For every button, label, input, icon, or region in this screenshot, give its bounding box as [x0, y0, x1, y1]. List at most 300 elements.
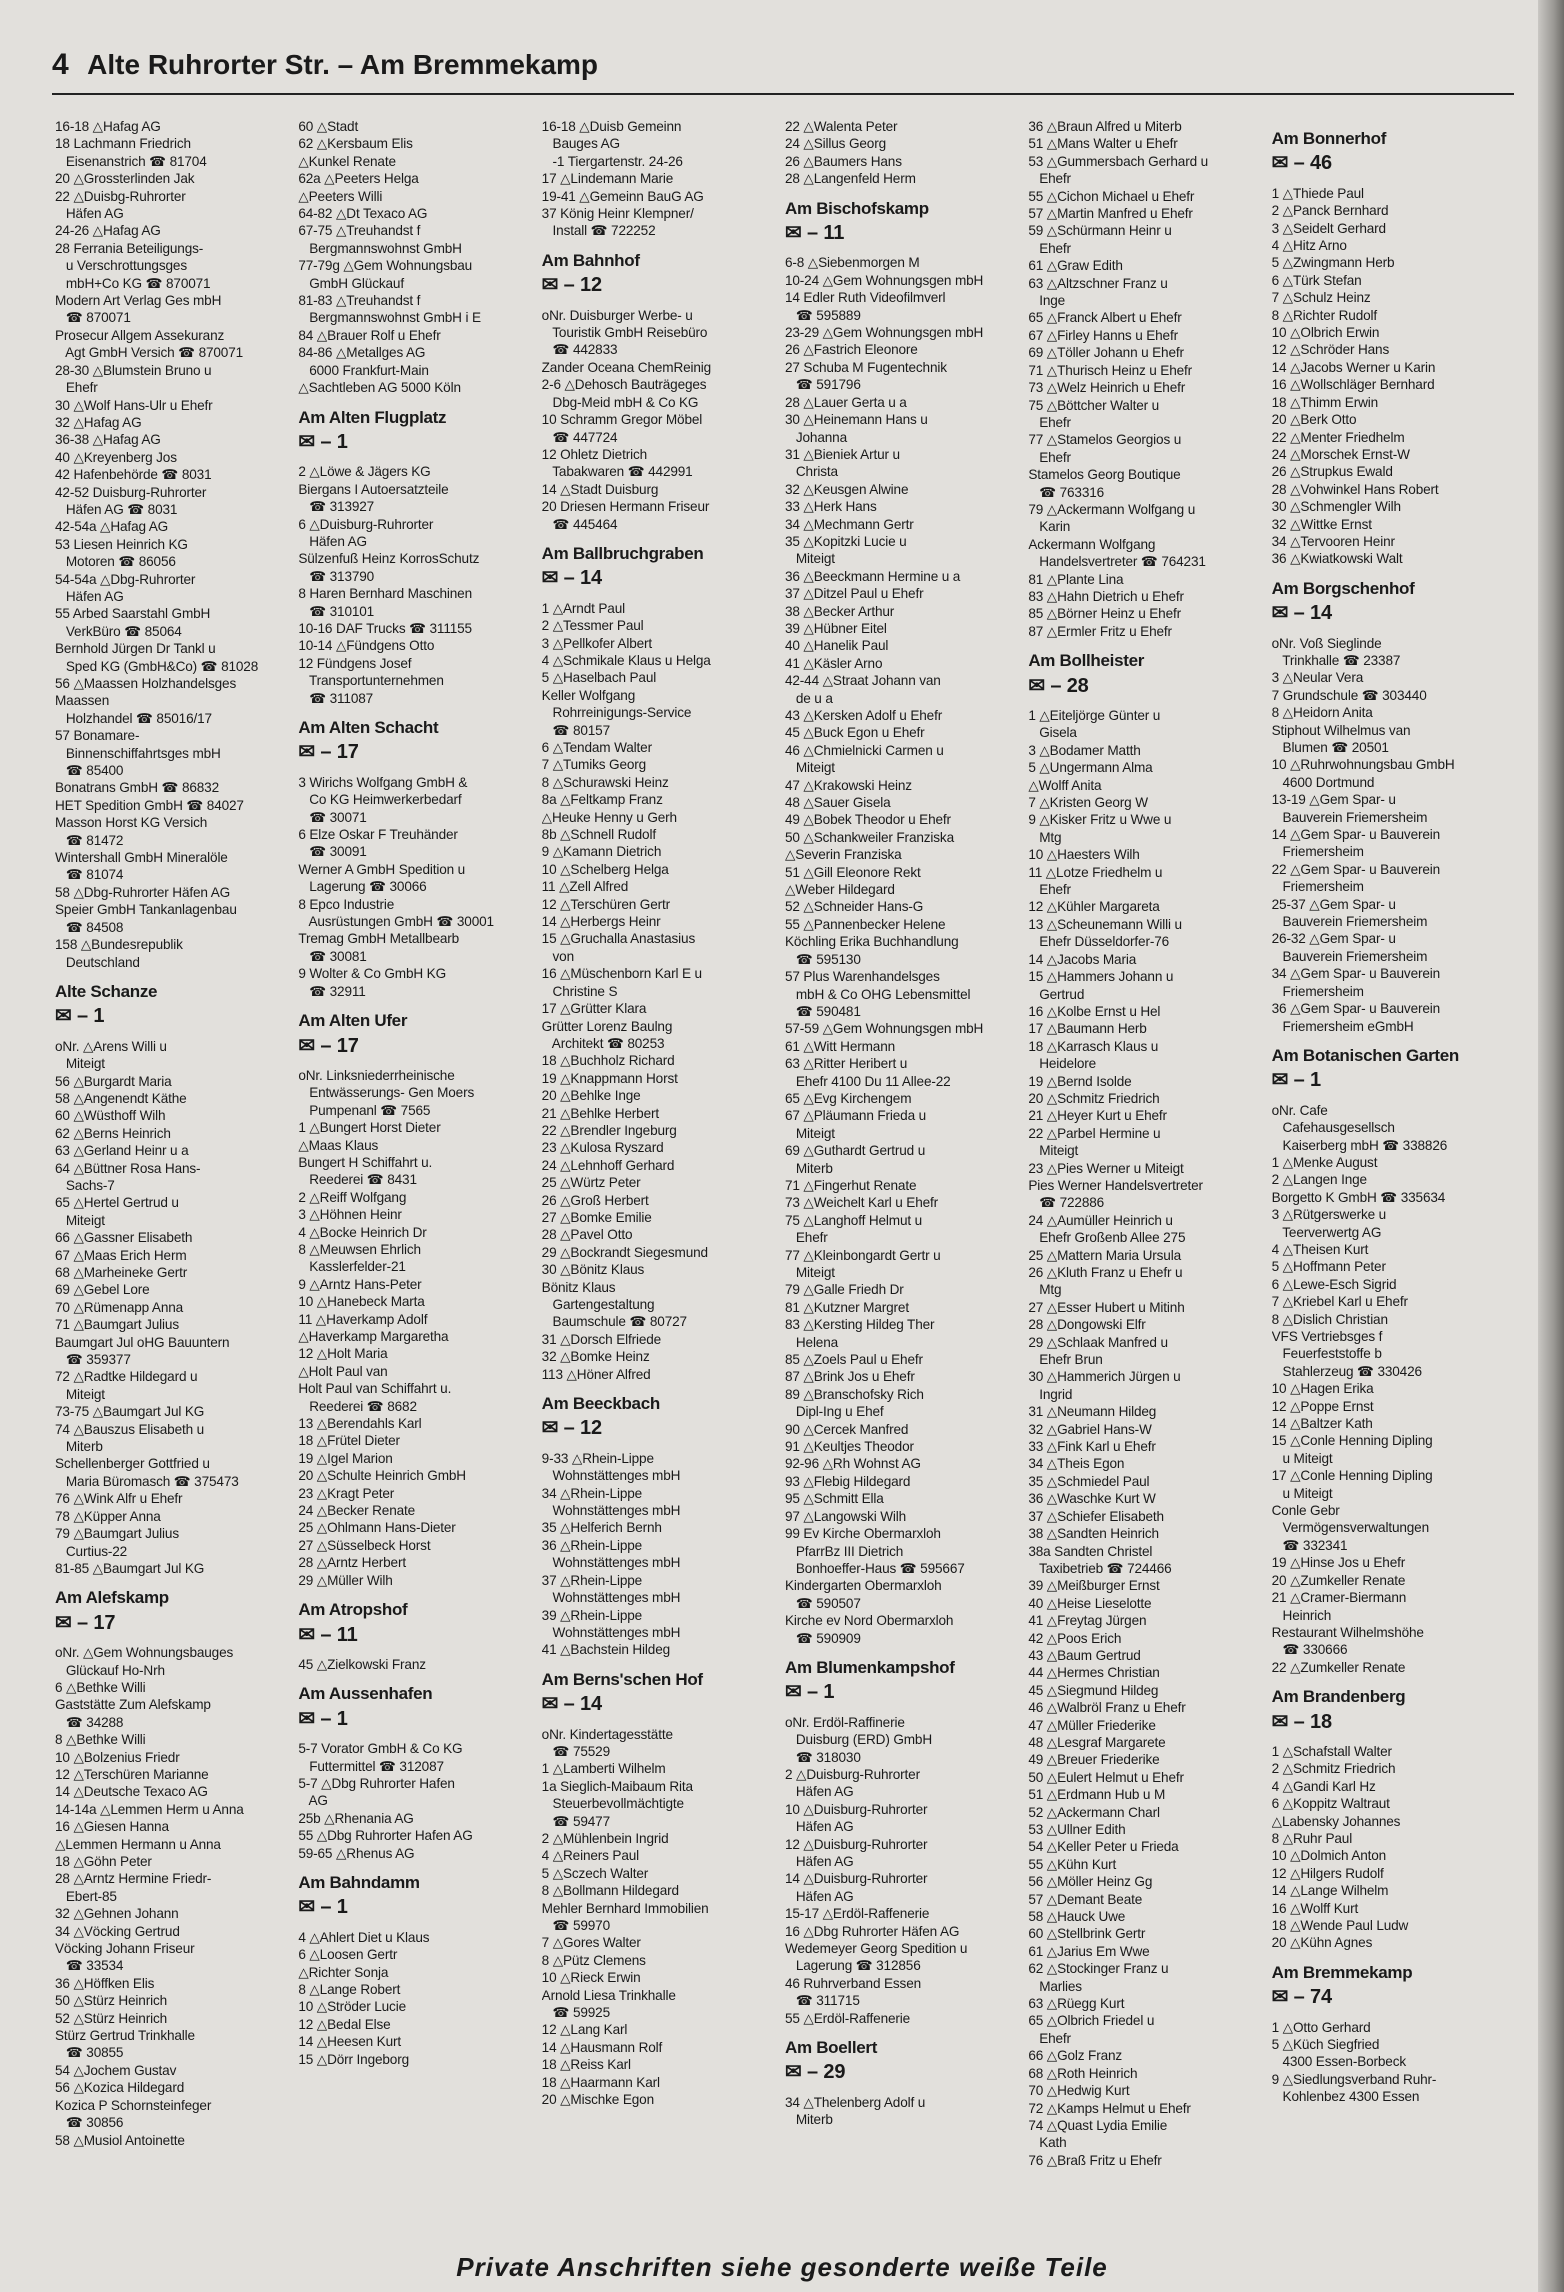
directory-entry: 14 △Stadt Duisburg	[541, 481, 659, 497]
directory-entry: Glückauf Ho-Nrh	[55, 1662, 165, 1678]
directory-entry: 12 △Lang Karl	[541, 2022, 628, 2038]
directory-entry: Mtg	[1028, 1282, 1062, 1298]
directory-entry: Futtermittel ☎ 312087	[298, 1758, 444, 1774]
directory-entry: ☎ 445464	[541, 516, 618, 532]
directory-entry: Pies Werner Handelsvertreter	[1028, 1177, 1203, 1193]
directory-entry: Ehefr Großenb Allee 275	[1028, 1230, 1186, 1246]
directory-entry: 7 △Tumiks Georg	[541, 757, 647, 773]
directory-entry: 8 Epco Industrie	[298, 896, 395, 912]
directory-entry: 60 △Stellbrink Gertr	[1028, 1926, 1146, 1942]
directory-entry: 20 Driesen Hermann Friseur	[541, 499, 710, 515]
directory-entry: Co KG Heimwerkerbedarf	[298, 792, 462, 808]
directory-entry: 3 △Seidelt Gerhard	[1271, 220, 1386, 236]
directory-entry: 10 Schramm Gregor Möbel	[541, 412, 703, 428]
directory-entry: 19 △Knappmann Horst	[541, 1070, 678, 1086]
directory-entry: Köchling Erika Buchhandlung	[784, 934, 959, 950]
directory-entry: Bergmannswohnst GmbH i E	[298, 310, 481, 326]
directory-entry: Bauges AG	[541, 136, 620, 152]
directory-entry: 71 △Baumgart Julius	[55, 1317, 179, 1333]
directory-entry: Architekt ☎ 80253	[541, 1035, 665, 1051]
directory-entry: 72 △Kamps Helmut u Ehefr	[1028, 2100, 1191, 2116]
directory-entry: 1 △Otto Gerhard	[1271, 2019, 1371, 2035]
directory-entry: 69 △Gebel Lore	[55, 1282, 150, 1298]
directory-entry: 97 △Langowski Wilh	[784, 1508, 907, 1524]
directory-entry: 63 △Gerland Heinr u a	[55, 1143, 189, 1159]
directory-entry: 14 △Heesen Kurt	[298, 2034, 401, 2050]
directory-entry: 9-33 △Rhein-Lippe	[541, 1450, 654, 1466]
directory-entry: 26-32 △Gem Spar- u	[1271, 931, 1396, 947]
directory-entry: Häfen AG	[55, 206, 124, 222]
postal-district: ✉ – 11	[298, 1623, 358, 1646]
directory-entry: Stamelos Georg Boutique	[1028, 467, 1181, 483]
directory-entry: 28 △Dongowski Elfr	[1028, 1317, 1146, 1333]
directory-entry: 14 △Jacobs Werner u Karin	[1271, 359, 1436, 375]
directory-entry: 23 △Pies Werner u Miteigt	[1028, 1160, 1184, 1176]
postal-district: ✉ – 1	[298, 430, 348, 453]
street-heading: Alte Schanze	[55, 981, 158, 1001]
directory-entry: 36 △Rhein-Lippe	[541, 1537, 643, 1553]
directory-entry: 21 △Behlke Herbert	[541, 1105, 659, 1121]
directory-entry: 65 △Olbrich Friedel u	[1028, 2013, 1155, 2029]
directory-entry: ☎ 330666	[1271, 1642, 1348, 1658]
directory-entry: 95 △Schmitt Ella	[784, 1491, 884, 1507]
directory-entry: 14 △Lange Wilhelm	[1271, 1883, 1389, 1899]
directory-entry: 23-29 △Gem Wohnungsgen mbH	[784, 325, 984, 341]
directory-entry: 14 △Baltzer Kath	[1271, 1416, 1373, 1432]
directory-entry: 63 △Rüegg Kurt	[1028, 1996, 1125, 2012]
street-heading: Am Blumenkampshof	[784, 1657, 955, 1677]
directory-entry: 32 △Keusgen Alwine	[784, 481, 909, 497]
directory-entry: 45 △Buck Egon u Ehefr	[784, 725, 925, 741]
directory-entry: 6 △Bethke Willi	[55, 1679, 146, 1695]
directory-entry: 6 △Tendam Walter	[541, 740, 652, 755]
directory-entry: ☎ 870071	[55, 310, 131, 326]
directory-entry: 22 △Zumkeller Renate	[1271, 1659, 1406, 1675]
directory-entry: Häfen AG	[784, 1819, 854, 1835]
directory-entry: 51 △Erdmann Hub u M	[1028, 1787, 1166, 1803]
directory-entry: 21 △Cramer-Biermann	[1271, 1590, 1407, 1606]
directory-entry: 16 △Kolbe Ernst u Hel	[1028, 1003, 1161, 1019]
directory-entry: Grütter Lorenz Baulng	[541, 1018, 673, 1034]
page-number: 4	[52, 48, 69, 81]
directory-entry: 9 △Kamann Dietrich	[541, 844, 662, 860]
directory-entry: Biergans I Autoersatzteile	[298, 481, 449, 497]
directory-entry: 35 △Schmiedel Paul	[1028, 1473, 1150, 1489]
footer-note: Private Anschriften siehe gesonderte weiße Teile	[456, 2252, 1108, 2282]
directory-entry: Mtg	[1028, 829, 1062, 845]
street-heading: Am Beeckbach	[541, 1394, 660, 1414]
directory-entry: Stiphout Wilhelmus van	[1271, 722, 1411, 738]
directory-entry: 5 △Ungermann Alma	[1028, 760, 1153, 776]
directory-entry: 1 △Menke August	[1271, 1154, 1378, 1170]
directory-entry: ☎ 75529	[541, 1743, 610, 1759]
directory-entry: 79 △Baumgart Julius	[55, 1526, 179, 1542]
directory-entry: Kath	[1028, 2135, 1067, 2151]
directory-entry: Heidelore	[1028, 1056, 1097, 1072]
directory-entry: Prosecur Allgem Assekuranz	[55, 327, 225, 343]
directory-entry: Kaiserberg mbH ☎ 338826	[1271, 1137, 1448, 1153]
directory-entry: 3 △Rütgerswerke u	[1271, 1207, 1387, 1223]
postal-district: ✉ – 1	[784, 1681, 835, 1704]
directory-entry: 56 △Maassen Holzhandelsges	[55, 676, 237, 691]
postal-district: ✉ – 14	[541, 1693, 602, 1716]
street-heading: Am Alten Schacht	[298, 718, 439, 737]
directory-entry: 1 △Bungert Horst Dieter	[298, 1120, 441, 1136]
directory-entry: 48 △Lesgraf Margarete	[1028, 1734, 1166, 1750]
directory-entry: Trinkhalle ☎ 23387	[1271, 652, 1401, 668]
directory-entry: 36 △Beeckmann Hermine u a	[784, 568, 961, 584]
directory-entry: Häfen AG ☎ 8031	[55, 501, 178, 517]
directory-entry: 29 △Bockrandt Siegesmund	[541, 1244, 708, 1260]
directory-entry: 58 △Dbg-Ruhrorter Häfen AG	[55, 884, 231, 900]
directory-entry: 81 △Plante Lina	[1028, 571, 1124, 587]
directory-entry: 85 △Börner Heinz u Ehefr	[1028, 606, 1182, 622]
directory-entry: Handelsvertreter ☎ 764231	[1028, 554, 1206, 570]
directory-entry: 77-79g △Gem Wohnungsbau	[298, 258, 473, 274]
directory-entry: 75 △Böttcher Walter u	[1028, 397, 1160, 413]
directory-entry: 7 △Kriebel Karl u Ehefr	[1271, 1294, 1408, 1310]
directory-entry: 4600 Dortmund	[1271, 774, 1375, 790]
directory-entry: Ehefr	[1028, 171, 1071, 187]
directory-entry: 12 △Schröder Hans	[1271, 342, 1390, 358]
directory-entry: Entwässerungs- Gen Moers	[298, 1085, 475, 1101]
directory-entry: 51 △Mans Walter u Ehefr	[1028, 136, 1178, 152]
directory-entry: 10 △Duisburg-Ruhrorter	[784, 1801, 928, 1817]
directory-entry: 22 △Menter Friedhelm	[1271, 429, 1405, 445]
directory-entry: 12 △Terschüren Gertr	[541, 896, 670, 912]
directory-entry: 65 △Franck Albert u Ehefr	[1028, 310, 1182, 326]
directory-entry: 39 △Rhein-Lippe	[541, 1607, 643, 1623]
directory-entry: △Maas Klaus	[298, 1137, 379, 1153]
directory-entry: 18 △Haarmann Karl	[541, 2074, 660, 2090]
directory-entry: Sped KG (GmbH&Co) ☎ 81028	[55, 658, 259, 674]
directory-entry: 41 △Käsler Arno	[784, 655, 883, 671]
directory-entry: 18 △Karrasch Klaus u	[1028, 1038, 1159, 1054]
directory-entry: Friemersheim	[1271, 844, 1364, 860]
directory-entry: Maria Büromasch ☎ 375473	[55, 1473, 239, 1489]
directory-entry: 66 △Golz Franz	[1028, 2048, 1123, 2064]
directory-entry: 46 Ruhrverband Essen	[784, 1975, 922, 1991]
directory-entry: 22 △Walenta Peter	[784, 119, 898, 134]
directory-entry: 56 △Kozica Hildegard	[55, 2080, 185, 2096]
directory-entry: Holzhandel ☎ 85016/17	[55, 710, 212, 726]
directory-entry: 67 △Maas Erich Herm	[55, 1247, 187, 1263]
directory-entry: 15 △Conle Henning Dipling	[1271, 1433, 1433, 1449]
directory-entry: ☎ 59477	[541, 1813, 610, 1829]
directory-entry: 56 △Möller Heinz Gg	[1028, 1874, 1153, 1890]
directory-entry: 73 △Welz Heinrich u Ehefr	[1028, 380, 1186, 396]
directory-entry: 71 △Thurisch Heinz u Ehefr	[1028, 362, 1193, 378]
directory-entry: 8 △Bollmann Hildegard	[541, 1883, 679, 1899]
directory-entry: 10-16 DAF Trucks ☎ 311155	[298, 620, 472, 636]
directory-entry: 46 △Chmielnicki Carmen u	[784, 742, 944, 758]
directory-entry: 42 △Poos Erich	[1028, 1630, 1122, 1646]
directory-entry: 17 △Grütter Klara	[541, 1001, 647, 1017]
directory-entry: 30 △Hammerich Jürgen u	[1028, 1369, 1181, 1385]
directory-entry: 18 △Wende Paul Ludw	[1271, 1918, 1409, 1933]
directory-entry: Mehler Bernhard Immobilien	[541, 1900, 709, 1916]
directory-entry: 59 △Schürmann Heinr u	[1028, 223, 1172, 239]
directory-entry: 83 △Kersting Hildeg Ther	[784, 1317, 935, 1333]
directory-entry: 9 △Siedlungsverband Ruhr-	[1271, 2071, 1437, 2087]
directory-entry: 28 Ferrania Beteiligungs-	[55, 240, 204, 256]
directory-entry: Heinrich	[1271, 1607, 1332, 1623]
directory-entry: Ehefr	[1028, 240, 1071, 256]
directory-entry: Miteigt	[55, 1212, 105, 1228]
directory-entry: Ehefr	[1028, 2030, 1071, 2046]
directory-entry: 14 △Hausmann Rolf	[541, 2039, 663, 2055]
directory-entry: 89 △Branschofsky Rich	[784, 1386, 924, 1402]
directory-entry: 10 △Schelberg Helga	[541, 861, 669, 877]
directory-entry: Eisenanstrich ☎ 81704	[55, 153, 207, 169]
directory-entry: 18 △Frütel Dieter	[298, 1433, 400, 1449]
directory-entry: 33 △Herk Hans	[784, 499, 877, 515]
directory-entry: ☎ 30855	[55, 2045, 124, 2061]
directory-entry: Steuerbevollmächtigte	[541, 1796, 684, 1812]
directory-entry: Ausrüstungen GmbH ☎ 30001	[298, 914, 494, 930]
postal-district: ✉ – 17	[298, 741, 359, 764]
directory-entry: 2 △Löwe & Jägers KG	[298, 464, 431, 480]
directory-entry: 2 △Mühlenbein Ingrid	[541, 1830, 669, 1846]
directory-entry: 58 △Musiol Antoinette	[55, 2132, 185, 2148]
directory-entry: ☎ 722886	[1028, 1195, 1105, 1211]
directory-entry: 24-26 △Hafag AG	[55, 223, 161, 239]
directory-entry: 43 △Baum Gertrud	[1028, 1647, 1141, 1663]
directory-entry: 19-41 △Gemeinn BauG AG	[541, 188, 704, 204]
directory-entry: Holt Paul van Schiffahrt u.	[298, 1381, 452, 1397]
directory-entry: Speier GmbH Tankanlagenbau	[55, 902, 237, 918]
directory-entry: 12 Fündgens Josef	[298, 655, 412, 671]
directory-entry: 34 △Thelenberg Adolf u	[784, 2094, 926, 2110]
directory-entry: oNr. Erdöl-Raffinerie	[784, 1714, 905, 1730]
directory-entry: oNr. △Arens Willi u	[55, 1038, 167, 1054]
directory-entry: 52 △Ackermann Charl	[1028, 1804, 1160, 1820]
directory-entry: 73-75 △Baumgart Jul KG	[55, 1404, 205, 1420]
directory-entry: 65 △Evg Kirchengem	[784, 1090, 912, 1106]
directory-entry: 42 Hafenbehörde ☎ 8031	[55, 467, 212, 483]
directory-entry: 17 △Conle Henning Dipling	[1271, 1468, 1433, 1484]
directory-entry: 55 △Dbg Ruhrorter Hafen AG	[298, 1828, 473, 1844]
directory-entry: 4 △Bocke Heinrich Dr	[298, 1224, 427, 1240]
directory-entry: 4 △Schmikale Klaus u Helga	[541, 652, 711, 668]
postal-district: ✉ – 12	[541, 274, 602, 297]
directory-entry: 26 △Strupkus Ewald	[1271, 464, 1393, 480]
directory-entry: 54-54a △Dbg-Ruhrorter	[55, 571, 196, 587]
directory-entry: 3 △Pellkofer Albert	[541, 635, 653, 651]
directory-entry: 20 △Schmitz Friedrich	[1028, 1090, 1160, 1106]
directory-entry: 55 Arbed Saarstahl GmbH	[55, 606, 211, 622]
directory-entry: 12 △Hilgers Rudolf	[1271, 1865, 1384, 1881]
directory-entry: 25 △Ohlmann Hans-Dieter	[298, 1520, 456, 1536]
directory-entry: Helena	[784, 1334, 839, 1350]
directory-entry: ☎ 595889	[784, 307, 861, 323]
directory-entry: 69 △Töller Johann u Ehefr	[1028, 345, 1184, 361]
directory-entry: 50 △Stürz Heinrich	[55, 1993, 168, 2009]
directory-entry: 14 Edler Ruth Videofilmverl	[784, 290, 946, 306]
directory-entry: ☎ 590481	[784, 1003, 861, 1019]
directory-entry: 20 △Kühn Agnes	[1271, 1935, 1373, 1951]
directory-entry: ☎ 447724	[541, 429, 618, 445]
directory-entry: 23 △Kulosa Ryszard	[541, 1140, 664, 1156]
directory-entry: 27 Schuba M Fugentechnik	[784, 359, 947, 375]
directory-entry: mbH & Co OHG Lebensmittel	[784, 986, 971, 1002]
directory-entry: 20 △Schulte Heinrich GmbH	[298, 1468, 466, 1484]
directory-entry: Johanna	[784, 429, 847, 445]
directory-entry: 52 △Stürz Heinrich	[55, 2010, 168, 2026]
directory-entry: 1 △Schafstall Walter	[1271, 1743, 1392, 1759]
postal-district: ✉ – 12	[541, 1417, 602, 1440]
directory-entry: oNr. Voß Sieglinde	[1271, 635, 1382, 651]
directory-entry: ☎ 33534	[55, 1958, 124, 1974]
directory-entry: Häfen AG	[784, 1854, 854, 1869]
directory-entry: 64-82 △Dt Texaco AG	[298, 206, 428, 222]
directory-entry: 60 △Stadt	[298, 119, 359, 134]
directory-entry: 1 △Arndt Paul	[541, 600, 625, 616]
directory-entry: 27 △Süsselbeck Horst	[298, 1537, 431, 1553]
directory-entry: 36-38 △Hafag AG	[55, 432, 161, 448]
street-heading: Am Boellert	[784, 2038, 878, 2058]
directory-entry: Cafehausgesellsch	[1271, 1120, 1395, 1136]
directory-entry: 32 △Bomke Heinz	[541, 1349, 650, 1365]
directory-entry: 8 △Richter Rudolf	[1271, 307, 1378, 323]
directory-entry: u Verschrottungsges	[55, 258, 187, 274]
directory-entry: Kozica P Schornsteinfeger	[55, 2097, 212, 2113]
directory-entry: 36 △Braun Alfred u Miterb	[1028, 119, 1182, 134]
directory-entry: ☎ 81472	[55, 832, 124, 848]
directory-entry: 34 △Vöcking Gertrud	[55, 1923, 180, 1939]
directory-entry: ☎ 81074	[55, 867, 124, 883]
directory-entry: Reederei ☎ 8431	[298, 1172, 417, 1188]
directory-entry: Duisburg (ERD) GmbH	[784, 1732, 932, 1748]
directory-entry: ☎ 311715	[784, 1993, 860, 2009]
directory-entry: 37 △Rhein-Lippe	[541, 1572, 643, 1588]
directory-entry: 10 △Dolmich Anton	[1271, 1848, 1387, 1864]
directory-entry: 14-14a △Lemmen Herm u Anna	[55, 1801, 244, 1817]
directory-entry: 33 △Fink Karl u Ehefr	[1028, 1439, 1156, 1455]
directory-entry: 8 △Schurawski Heinz	[541, 774, 669, 790]
directory-entry: 61 △Jarius Em Wwe	[1028, 1943, 1150, 1959]
directory-entry: 24 △Sillus Georg	[784, 136, 886, 152]
directory-entry: 75 △Langhoff Helmut u	[784, 1212, 923, 1228]
directory-entry: ☎ 30071	[298, 809, 367, 825]
directory-entry: ☎ 84508	[55, 919, 124, 935]
column-3	[542, 118, 785, 2216]
street-heading: Am Borgschenhof	[1271, 578, 1415, 598]
directory-entry: 8 Haren Bernhard Maschinen	[298, 586, 473, 602]
directory-entry: 8a △Feltkamp Franz	[541, 792, 663, 808]
directory-entry: Marlies	[1028, 1978, 1082, 1994]
directory-entry: ☎ 442833	[541, 342, 618, 358]
directory-entry: Motoren ☎ 86056	[55, 554, 176, 570]
directory-entry: 15 △Gruchalla Anastasius	[541, 931, 696, 947]
directory-entry: 2-6 △Dehosch Bauträgeges	[541, 377, 707, 393]
directory-entry: 32 △Gabriel Hans-W	[1028, 1421, 1152, 1437]
directory-entry: Ehefr	[1028, 449, 1071, 465]
directory-entry: Vermögensverwaltungen	[1271, 1520, 1429, 1536]
directory-entry: 84 △Brauer Rolf u Ehefr	[298, 327, 441, 343]
directory-entry: ☎ 311087	[298, 690, 374, 706]
directory-entry: 26 △Fastrich Eleonore	[784, 342, 918, 358]
directory-entry: 53 Liesen Heinrich KG	[55, 536, 188, 552]
directory-entry: ☎ 30856	[55, 2115, 124, 2131]
directory-entry: Gartengestaltung	[541, 1297, 655, 1312]
directory-entry: Stürz Gertrud Trinkhalle	[55, 2028, 195, 2044]
directory-entry: 58 △Angenendt Käthe	[55, 1090, 187, 1106]
directory-entry: 4 △Hitz Arno	[1271, 238, 1347, 254]
directory-entry: Tabakwaren ☎ 442991	[541, 464, 693, 480]
directory-entry: Zander Oceana ChemReinig	[541, 359, 712, 375]
directory-entry: Inge	[1028, 293, 1066, 309]
directory-entry: 8 △Bethke Willi	[55, 1732, 146, 1748]
header-rule	[52, 93, 1514, 95]
directory-entry: 113 △Höner Alfred	[541, 1366, 651, 1382]
directory-entry: 74 △Bauszus Elisabeth u	[55, 1421, 205, 1437]
directory-entry: Bonhoeffer-Haus ☎ 595667	[784, 1560, 965, 1576]
directory-entry: ☎ 313790	[298, 568, 375, 584]
directory-entry: 6000 Frankfurt-Main	[298, 362, 429, 378]
directory-entry: Borgetto K GmbH ☎ 335634	[1271, 1189, 1446, 1205]
directory-entry: △Sachtleben AG 5000 Köln	[298, 380, 461, 396]
directory-entry: Bauverein Friemersheim	[1271, 914, 1428, 930]
directory-entry: 10 △Bolzenius Friedr	[55, 1749, 180, 1765]
directory-entry: Modern Art Verlag Ges mbH	[55, 293, 222, 309]
directory-entry: 64 △Büttner Rosa Hans-	[55, 1160, 201, 1176]
directory-entry: 54 △Jochem Gustav	[55, 2062, 177, 2078]
directory-entry: 4 △Gandi Karl Hz	[1271, 1778, 1376, 1794]
directory-entry: 8b △Schnell Rudolf	[541, 827, 656, 843]
directory-entry: ☎ 59925	[541, 2005, 610, 2021]
directory-entry: Wohnstättenges mbH	[541, 1590, 681, 1606]
street-heading: Am Ballbruchgraben	[541, 543, 704, 563]
directory-entry: 73 △Weichelt Karl u Ehefr	[784, 1195, 939, 1211]
directory-entry: 5-7 △Dbg Ruhrorter Hafen	[298, 1775, 455, 1791]
directory-entry: 57 △Martin Manfred u Ehefr	[1028, 206, 1193, 222]
street-heading: Am Alten Flugplatz	[298, 407, 447, 427]
directory-entry: 87 △Brink Jos u Ehefr	[784, 1369, 915, 1385]
directory-entry: 76 △Braß Fritz u Ehefr	[1028, 2152, 1162, 2168]
directory-entry: 36 △Waschke Kurt W	[1028, 1491, 1156, 1507]
directory-entry: △Holt Paul van	[298, 1363, 388, 1379]
directory-entry: 1 △Lamberti Wilhelm	[541, 1761, 666, 1777]
directory-entry: 57 Plus Warenhandelsges	[784, 969, 940, 985]
directory-entry: 78 △Küpper Anna	[55, 1508, 161, 1524]
directory-entry: Ebert-85	[55, 1888, 117, 1904]
directory-entry: 62 △Stockinger Franz u	[1028, 1961, 1169, 1977]
directory-entry: 30 △Wolf Hans-Ulr u Ehefr	[55, 397, 213, 413]
directory-entry: 8 △Pütz Clemens	[541, 1952, 646, 1968]
directory-entry: Baumschule ☎ 80727	[541, 1314, 687, 1330]
directory-entry: 72 △Radtke Hildegard u	[55, 1369, 198, 1385]
directory-entry: 26 △Kluth Franz u Ehefr u	[1028, 1265, 1183, 1280]
directory-entry: 3 △Bodamer Matth	[1028, 742, 1141, 758]
directory-entry: oNr. Kindertagesstätte	[541, 1726, 673, 1742]
directory-entry: ☎ 32911	[298, 983, 366, 999]
postal-district: ✉ – 1	[55, 1005, 105, 1028]
directory-entry: △Kunkel Renate	[298, 153, 396, 169]
directory-entry: Kindergarten Obermarxloh	[784, 1578, 942, 1594]
directory-entry: de u a	[784, 690, 833, 706]
directory-entry: Bonatrans GmbH ☎ 86832	[55, 780, 220, 796]
directory-entry: Friemersheim	[1271, 879, 1364, 895]
directory-entry: △Severin Franziska	[784, 847, 902, 863]
directory-entry: 70 △Rümenapp Anna	[55, 1299, 184, 1315]
directory-entry: 37 △Ditzel Paul u Ehefr	[784, 586, 924, 602]
directory-entry: ☎ 590909	[784, 1630, 861, 1646]
directory-entry: 26 △Baumers Hans	[784, 153, 902, 169]
directory-entry: ☎ 359377	[55, 1352, 131, 1368]
directory-entry: 16-18 △Duisb Gemeinn	[541, 119, 682, 134]
directory-entry: 8 △Lange Robert	[298, 1982, 401, 1997]
